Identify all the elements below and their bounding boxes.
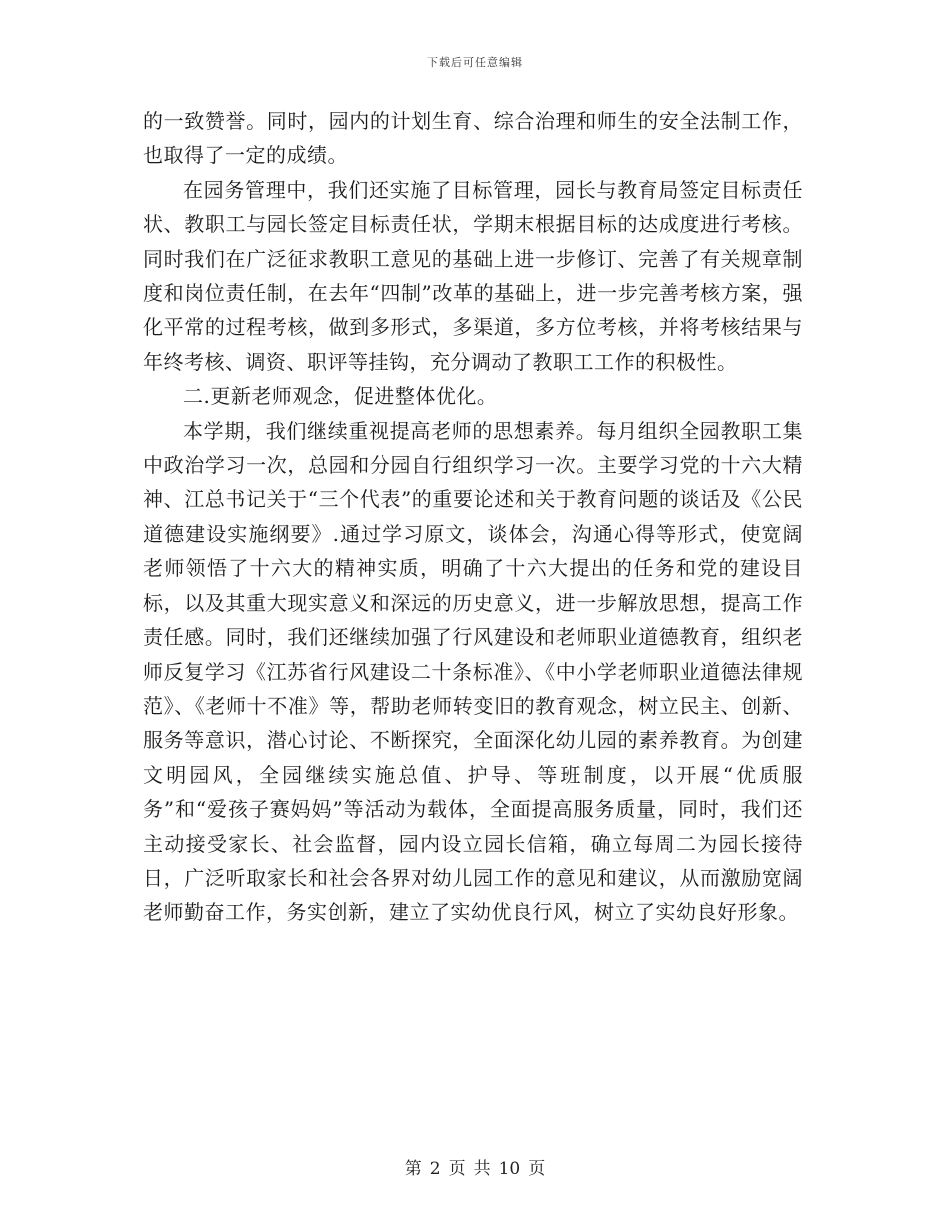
- paragraph-target-management: 在园务管理中，我们还实施了目标管理，园长与教育局签定目标责任状、教职工与园长签定目标责任状，学期末根据目标的达成度进行考核。同时我们在广泛征求教职工意见的基础上进一步修订、完善了有关规章制度和岗位责任制，在去年“四制”改革的基础上，进一步完善考核方案，强化平常的过程考核，做到多形式，多渠道，多方位考核，并将考核结果与年终考核、调资、职评等挂钩，充分调动了教职工工作的积极性。: [143, 177, 803, 374]
- footer-prefix: 第: [404, 1159, 422, 1179]
- footer-total-pages: 10: [498, 1159, 521, 1179]
- footer-mid: 页: [448, 1159, 466, 1179]
- section-heading: 二.更新老师观念，促进整体优化。: [183, 384, 498, 409]
- document-body: [143, 104, 803, 930]
- footer-suffix: 页: [528, 1159, 546, 1179]
- paragraph-teacher-education: 本学期，我们继续重视提高老师的思想素养。每月组织全园教职工集中政治学习一次，总园和分园自行组织学习一次。主要学习党的十六大精神、江总书记关于“三个代表”的重要论述和关于教育问题的谈话及《公民道德建设实施纲要》.通过学习原文，谈体会，沟通心得等形式，使宽阔老师领悟了十六大的精神实质，明确了十六大提出的任务和党的建设目标，以及其重大现实意义和深远的历史意义，进一步解放思想，提高工作责任感。同时，我们还继续加强了行风建设和老师职业道德教育，组织老师反复学习《江苏省行风建设二十条标准》、《中小学老师职业道德法律规范》、《老师十不准》等，帮助老师转变旧的教育观念，树立民主、创新、服务等意识，潜心讨论、不断探究，全面深化幼儿园的素养教育。为创建文明园风，全园继续实施总值、护导、等班制度，以开展“优质服务”和“爱孩子赛妈妈”等活动为载体，全面提高服务质量，同时，我们还主动接受家长、社会监督，园内设立园长信箱，确立每周二为园长接待日，广泛听取家长和社会各界对幼儿园工作的意见和建议，从而激励宽阔老师勤奋工作，务实创新，建立了实幼优良行风，树立了实幼良好形象。: [143, 418, 803, 925]
- page-header: 下载后可任意编辑: [427, 56, 523, 69]
- footer-total-label: 共: [473, 1159, 491, 1179]
- paragraph-continuation: 的一致赞誉。同时，园内的计划生育、综合治理和师生的安全法制工作，也取得了一定的成绩。: [143, 109, 803, 168]
- footer-current-page: 2: [429, 1159, 441, 1179]
- page-footer: [0, 1154, 950, 1179]
